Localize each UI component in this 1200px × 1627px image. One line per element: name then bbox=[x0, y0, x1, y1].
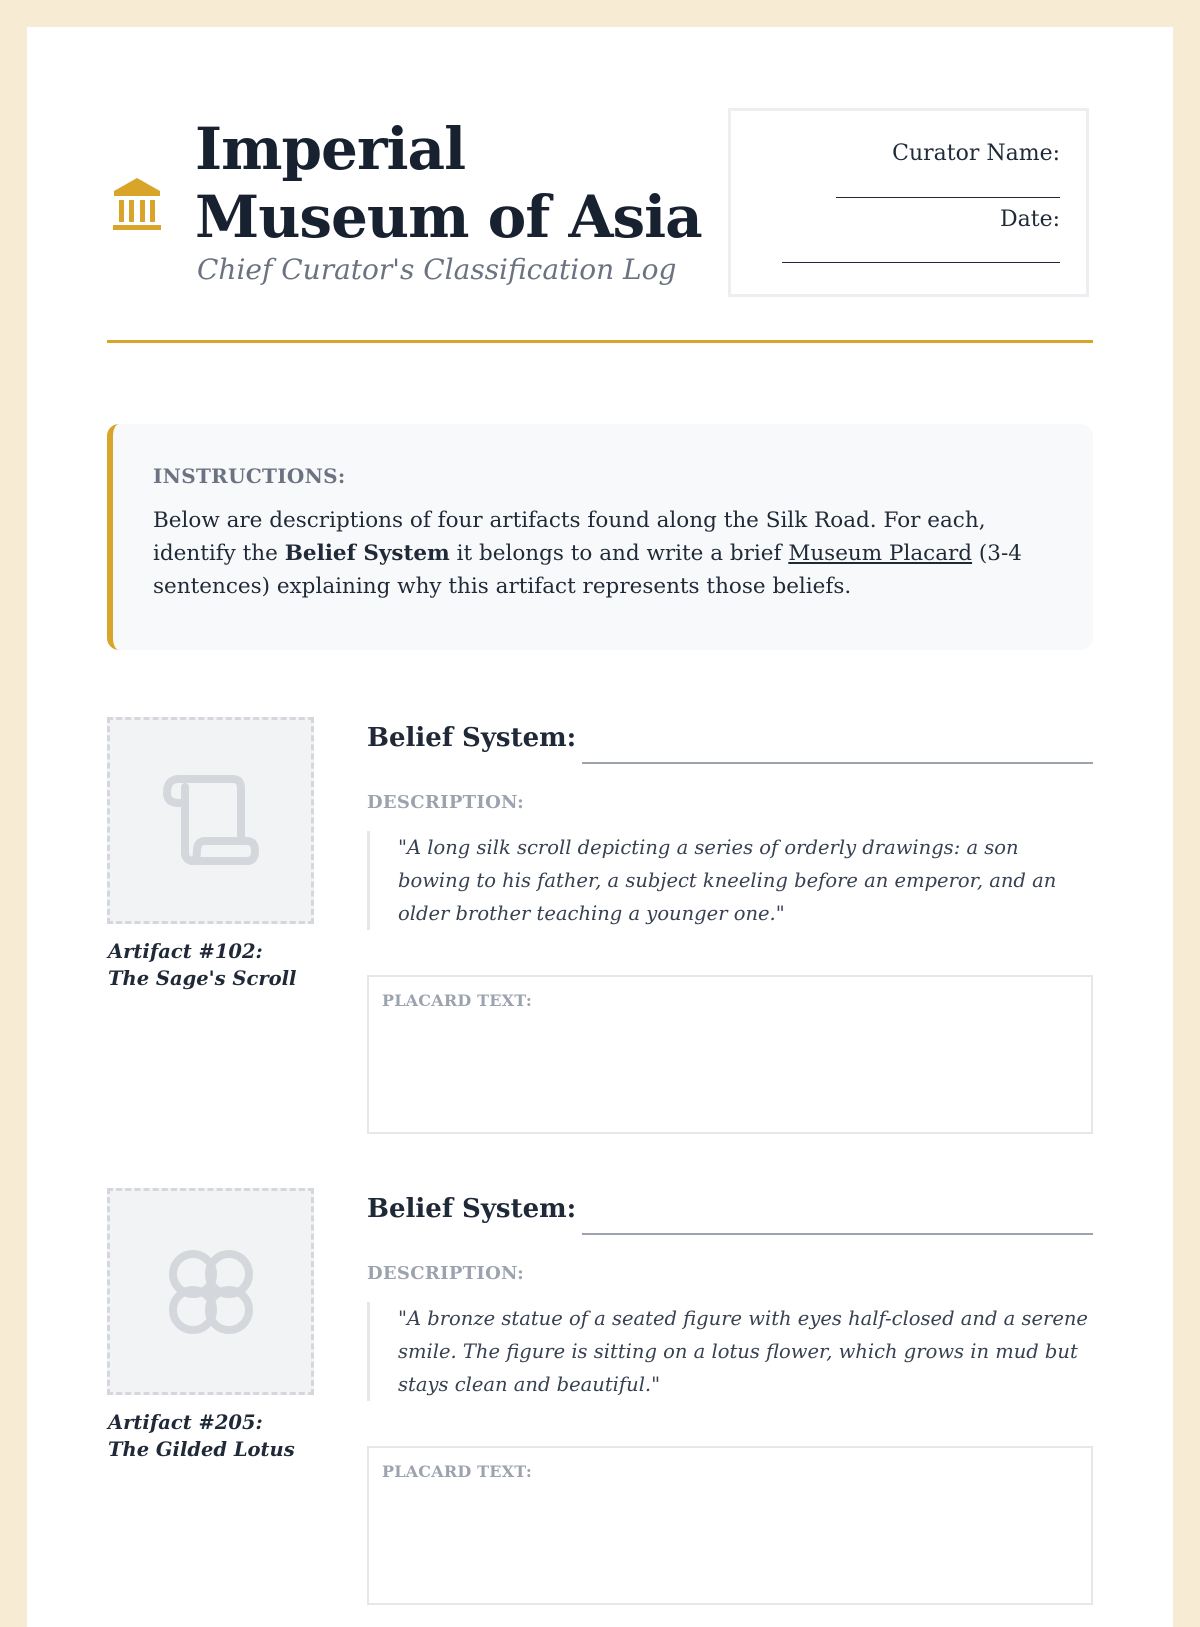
curator-name-field[interactable] bbox=[836, 197, 1060, 198]
placard-text-label: PLACARD TEXT: bbox=[382, 991, 532, 1010]
lotus-icon bbox=[163, 1244, 259, 1340]
curator-info-box bbox=[728, 108, 1089, 297]
placard-text-box[interactable] bbox=[367, 1446, 1093, 1605]
artifact-image-placeholder bbox=[107, 1188, 314, 1395]
instructions-text-part: it belongs to and write a brief bbox=[449, 541, 789, 566]
instructions-text bbox=[153, 504, 1053, 603]
curator-name-label: Curator Name: bbox=[892, 141, 1060, 166]
instructions-bold-term: Belief System bbox=[284, 541, 450, 566]
belief-system-label: Belief System: bbox=[367, 723, 577, 753]
artifact-description: "A long silk scroll depicting a series of orderly drawings: a son bowing to his father, a subject kneeling before an emperor, and an older brother teaching a younger one." bbox=[367, 831, 1093, 930]
artifact-card bbox=[107, 717, 1093, 1117]
date-field[interactable] bbox=[782, 262, 1060, 263]
instructions-text-part: Below are descriptions of four artifacts found along the Silk Road. For each, identify the bbox=[153, 508, 986, 566]
belief-system-field[interactable] bbox=[582, 762, 1093, 764]
artifact-caption: Artifact #205: The Gilded Lotus bbox=[108, 1411, 295, 1461]
artifact-card bbox=[107, 1188, 1093, 1588]
date-label: Date: bbox=[999, 207, 1060, 232]
worksheet-page bbox=[27, 27, 1173, 1627]
artifact-description: "A bronze statue of a seated figure with eyes half-closed and a serene smile. The figure is sitting on a lotus flower, which grows in mud but stays clean and beautiful." bbox=[367, 1302, 1093, 1401]
artifact-caption: Artifact #102: The Sage's Scroll bbox=[108, 940, 297, 990]
placard-text-box[interactable] bbox=[367, 975, 1093, 1134]
placard-text-label: PLACARD TEXT: bbox=[382, 1462, 532, 1481]
museum-icon bbox=[111, 175, 163, 233]
instructions-text-part: (3-4 sentences) explaining why this artifact represents those beliefs. bbox=[153, 541, 1022, 599]
scroll-icon bbox=[161, 773, 261, 869]
description-label: DESCRIPTION: bbox=[367, 792, 525, 813]
instructions-underlined-term: Museum Placard bbox=[788, 541, 973, 566]
instructions-panel bbox=[107, 424, 1093, 650]
artifact-image-placeholder bbox=[107, 717, 314, 924]
description-label: DESCRIPTION: bbox=[367, 1263, 525, 1284]
header-divider bbox=[107, 340, 1093, 343]
belief-system-field[interactable] bbox=[582, 1233, 1093, 1235]
belief-system-label: Belief System: bbox=[367, 1194, 577, 1224]
instructions-heading: INSTRUCTIONS: bbox=[153, 464, 346, 488]
page-title: Imperial Museum of Asia bbox=[195, 115, 702, 251]
page-subtitle: Chief Curator's Classification Log bbox=[197, 253, 677, 286]
